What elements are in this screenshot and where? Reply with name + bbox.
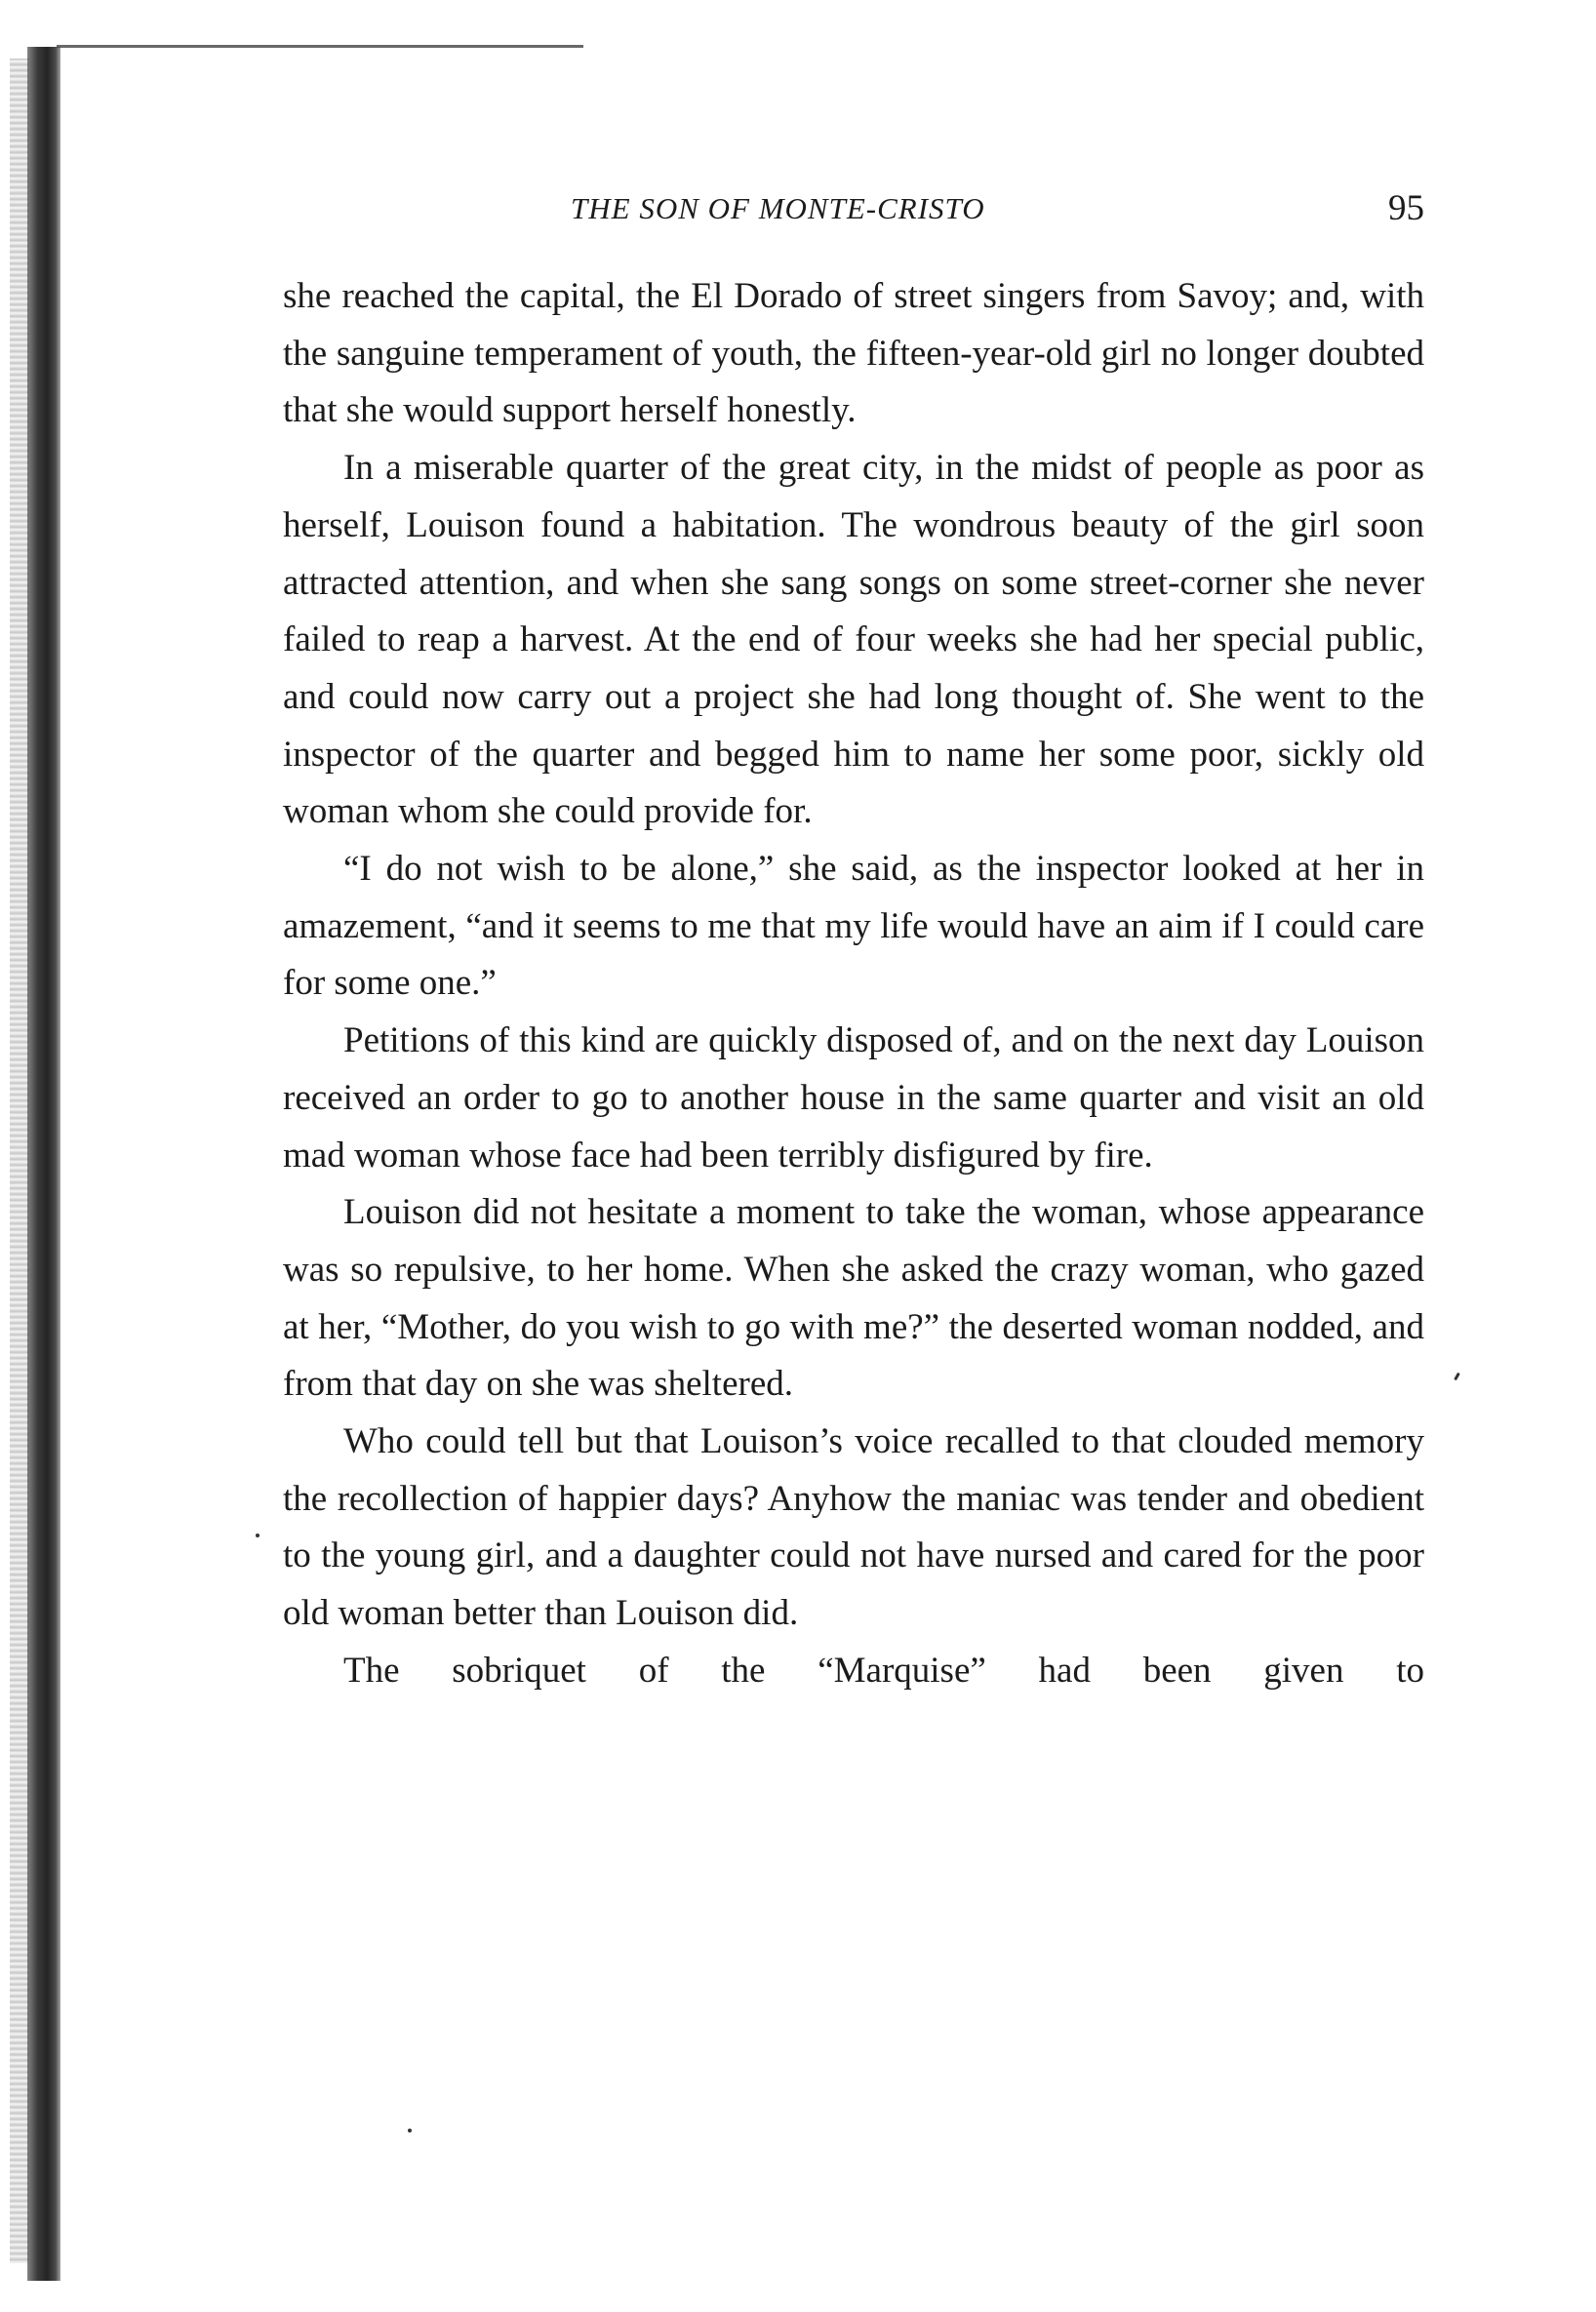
paragraph: Who could tell but that Louison’s voice recalled to that clouded memory the recollection of happier days? Anyhow the maniac was tender and obedient to the young girl, and a daughter could not have nursed and cared for the poor old woman better than Louison did. bbox=[283, 1421, 1424, 1634]
running-header bbox=[273, 188, 1424, 236]
scan-speck bbox=[256, 1534, 259, 1537]
page-number: 95 bbox=[1388, 188, 1424, 228]
paragraph: In a miserable quarter of the great city, in the midst of people as poor as herself, Louison found a habitation. The wondrous beauty of the girl soon attracted attention, and when she sang songs on some street-corner she never failed to reap a harvest. At the end of four weeks she had her special public, and could now carry out a project she had long thought of. She went to the inspector of the quarter and begged him to name her some poor, sickly old woman whom she could provide for. bbox=[283, 448, 1424, 832]
page-top-edge bbox=[57, 45, 583, 48]
scan-speck bbox=[1454, 1373, 1460, 1380]
paragraph: The sobriquet of the “Marquise” had been given to bbox=[343, 1650, 1424, 1691]
paragraph: “I do not wish to be alone,” she said, as the inspector looked at her in amazement, “and it seems to me that my life would have an aim if I could care for some one.” bbox=[283, 849, 1424, 1004]
paragraph: Louison did not hesitate a moment to take the woman, whose appearance was so repulsive, to her home. When she asked the crazy woman, who gazed at her, “Mother, do you wish to go with me?” the deserted woman nodded, and from that day on she was sheltered. bbox=[283, 1192, 1424, 1405]
binding-shadow bbox=[10, 59, 29, 2263]
paragraph: Petitions of this kind are quickly disposed of, and on the next day Louison received an order to go to another house in the same quarter and visit an old mad woman whose face had been terribly disfigured by fire. bbox=[283, 1020, 1424, 1176]
scan-speck bbox=[408, 2129, 412, 2133]
paragraph: she reached the capital, the El Dorado of street singers from Savoy; and, with the sanguine temperament of youth, the fifteen-year-old girl no longer doubted that she would support herself honestly. bbox=[283, 276, 1424, 431]
body-text bbox=[283, 268, 1424, 1700]
running-title: THE SON OF MONTE-CRISTO bbox=[571, 191, 985, 225]
page-binding-edge bbox=[27, 47, 60, 2281]
